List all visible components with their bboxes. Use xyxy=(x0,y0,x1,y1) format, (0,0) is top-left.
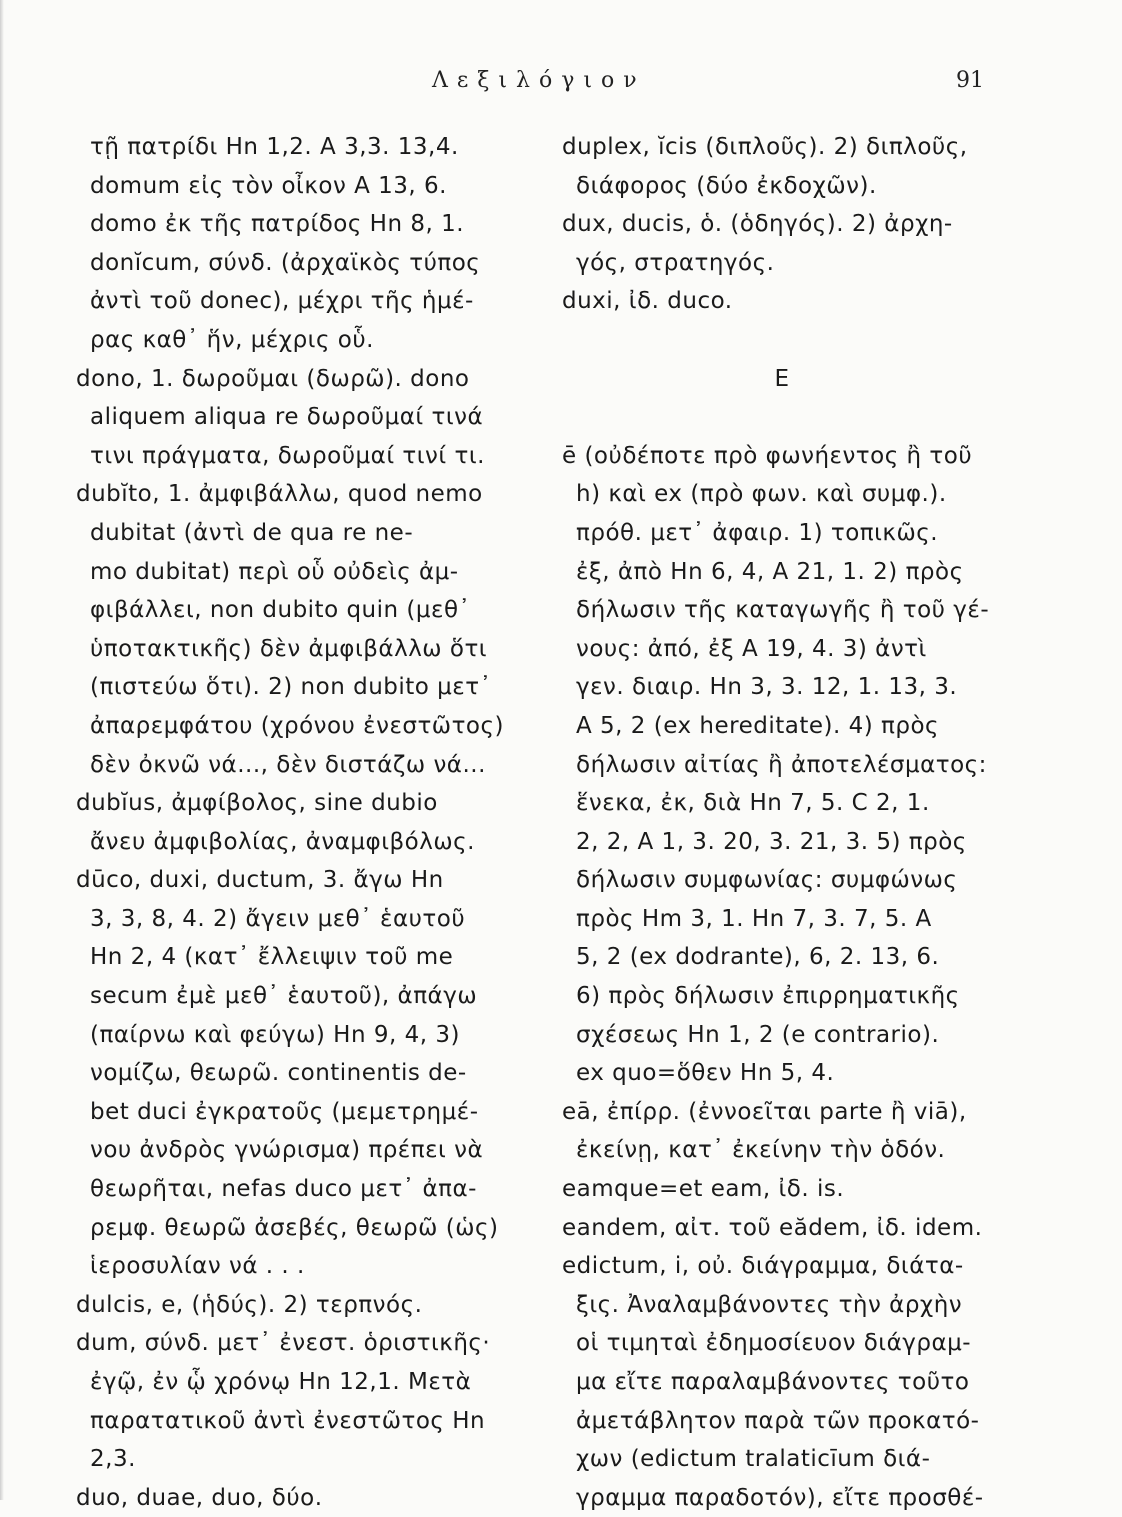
entry-line: domo ἐκ τῆς πατρίδος Hn 8, 1. xyxy=(90,211,465,238)
entry-line: dūco, duxi, ductum, 3. ἄγω Hn xyxy=(76,867,444,894)
entry-line xyxy=(562,321,1002,360)
entry-line: domum εἰς τὸν οἶκον A 13, 6. xyxy=(90,172,447,199)
entry-line: 6) πρὸς δήλωσιν ἐπιρρηματικῆς xyxy=(576,983,960,1010)
entry-line: mo dubitat) περὶ οὗ οὐδεὶς ἀμ- xyxy=(90,558,459,585)
entry-line: edictum, i, οὐ. διάγραμμα, διάτα- xyxy=(562,1253,964,1280)
entry-line: 2, 2, A 1, 3. 20, 3. 21, 3. 5) πρὸς xyxy=(576,828,967,855)
entry-line: Hn 2, 4 (κατ᾿ ἔλλειψιν τοῦ me xyxy=(90,944,454,971)
entry-line: A 5, 2 (ex hereditate). 4) πρὸς xyxy=(576,712,940,739)
entry-line: ὑποτακτικῆς) δὲν ἀμφιβάλλω ὅτι xyxy=(90,635,488,662)
entry-line: παρατατικοῦ ἀντὶ ἐνεστῶτος Hn xyxy=(90,1407,486,1434)
entry-line: χων (edictum tralaticīum διά- xyxy=(576,1446,931,1473)
entry-line: ἐξ, ἀπὸ Hn 6, 4, A 21, 1. 2) πρὸς xyxy=(576,558,964,585)
entry-line: ἐκείνῃ, κατ᾿ ἐκείνην τὴν ὁδόν. xyxy=(576,1137,946,1164)
entry-line: τινι πράγματα, δωροῦμαί τινί τι. xyxy=(90,442,485,469)
entry-line: διάφορος (δύο ἐκδοχῶν). xyxy=(576,172,877,199)
entry-line: secum ἐμὲ μεθ᾿ ἑαυτοῦ), ἀπάγω xyxy=(90,983,478,1010)
entry-line: νομίζω, θεωρῶ. continentis de- xyxy=(90,1060,467,1087)
section-letter: E xyxy=(774,365,790,392)
entry-line: ἱεροσυλίαν νά . . . xyxy=(90,1253,305,1280)
entry-line: ἕνεκα, ἐκ, διὰ Hn 7, 5. C 2, 1. xyxy=(576,790,930,817)
entry-line: (παίρνω καὶ φεύγω) Hn 9, 4, 3) xyxy=(90,1021,460,1048)
entry-line: οἱ τιμηταὶ ἐδημοσίευον διάγραμ- xyxy=(576,1330,972,1357)
entry-line: δήλωσιν τῆς καταγωγῆς ἢ τοῦ γέ- xyxy=(576,597,990,624)
entry-line: aliquem aliqua re δωροῦμαί τινά xyxy=(90,404,484,431)
page-number: 91 xyxy=(956,68,984,93)
entry-line: γεν. διαιρ. Hn 3, 3. 12, 1. 13, 3. xyxy=(576,674,958,701)
entry-line: eamque=et eam, ἰδ. is. xyxy=(562,1176,845,1203)
entry-line: dono, 1. δωροῦμαι (δωρῶ). dono xyxy=(76,365,470,392)
entry-line: ἀμετάβλητον παρὰ τῶν προκατό- xyxy=(576,1407,980,1434)
entry-line: duo, duae, duo, δύο. xyxy=(76,1484,323,1511)
entry-line xyxy=(562,398,1002,437)
entry-line: h) καὶ ex (πρὸ φων. καὶ συμφ.). xyxy=(576,481,947,508)
entry-line: bet duci ἐγκρατοῦς (μεμετρημέ- xyxy=(90,1098,479,1125)
entry-line: dubĭto, 1. ἀμφιβάλλω, quod nemo xyxy=(76,481,483,508)
entry-line: donĭcum, σύνδ. (ἀρχαϊκὸς τύπος xyxy=(90,249,481,276)
entry-line: dulcis, e, (ἡδύς). 2) τερπνός. xyxy=(76,1291,423,1318)
entry-line: ē (οὐδέποτε πρὸ φωνήεντος ἢ τοῦ xyxy=(562,442,973,469)
left-column xyxy=(76,128,536,1517)
entry-line: νου ἀνδρὸς γνώρισμα) πρέπει νὰ xyxy=(90,1137,484,1164)
running-title: Λεξιλόγιον xyxy=(432,68,646,93)
entry-line: δήλωσιν συμφωνίας: συμφώνως xyxy=(576,867,958,894)
entry-line: (πιστεύω ὅτι). 2) non dubito μετ᾿ xyxy=(90,674,492,701)
entry-line: 2,3. xyxy=(90,1446,136,1473)
entry-line: δήλωσιν αἰτίας ἢ ἀποτελέσματος: xyxy=(576,751,987,778)
right-column xyxy=(562,128,1002,1517)
page-header xyxy=(0,68,1122,100)
entry-line: δὲν ὀκνῶ νά..., δὲν διστάζω νά... xyxy=(90,751,486,778)
entry-line: dubĭus, ἀμφίβολος, sine dubio xyxy=(76,790,438,817)
entry-line: ρεμφ. θεωρῶ ἀσεβές, θεωρῶ (ὡς) xyxy=(90,1214,499,1241)
entry-line: duplex, ĭcis (διπλοῦς). 2) διπλοῦς, xyxy=(562,134,968,160)
entry-line: ἐγῷ, ἐν ᾧ χρόνῳ Hn 12,1. Μετὰ xyxy=(90,1369,472,1395)
entry-line: ἀντὶ τοῦ donec), μέχρι τῆς ἡμέ- xyxy=(90,288,474,315)
entry-line: θεωρῆται, nefas duco μετ᾿ ἀπα- xyxy=(90,1176,477,1203)
page-edge-shadow xyxy=(0,0,4,1500)
entry-line: duxi, ἰδ. duco. xyxy=(562,288,733,315)
entry-line: 5, 2 (ex dodrante), 6, 2. 13, 6. xyxy=(576,944,940,971)
entry-line: dux, ducis, ὁ. (ὁδηγός). 2) ἀρχη- xyxy=(562,211,953,238)
entry-line: γραμμα παραδοτόν), εἴτε προσθέ- xyxy=(576,1484,984,1511)
entry-line: dubitat (ἀντὶ de qua re ne- xyxy=(90,519,414,546)
entry-line: ξις. Ἀναλαμβάνοντες τὴν ἀρχὴν xyxy=(576,1291,963,1318)
entry-line: γός, στρατηγός. xyxy=(576,249,775,276)
entry-line: σχέσεως Hn 1, 2 (e contrario). xyxy=(576,1021,940,1048)
entry-line: ἀπαρεμφάτου (χρόνου ἐνεστῶτος) xyxy=(90,712,504,739)
entry-line: φιβάλλει, non dubito quin (μεθ᾿ xyxy=(90,597,471,624)
entry-line: ἄνευ ἀμφιβολίας, ἀναμφιβόλως. xyxy=(90,828,475,855)
entry-line: eā, ἐπίρρ. (ἐννοεῖται parte ἢ viā), xyxy=(562,1098,967,1125)
entry-line: πρὸς Hm 3, 1. Hn 7, 3. 7, 5. A xyxy=(576,905,932,932)
entry-line: ex quo=ὅθεν Hn 5, 4. xyxy=(576,1060,835,1087)
entry-line: dum, σύνδ. μετ᾿ ἐνεστ. ὁριστικῆς· xyxy=(76,1330,491,1357)
entry-line: πρόθ. μετ᾿ ἀφαιρ. 1) τοπικῶς. xyxy=(576,519,939,546)
entry-line: ρας καθ᾿ ἥν, μέχρις οὗ. xyxy=(90,326,374,353)
entry-line: νους: ἀπό, ἐξ A 19, 4. 3) ἀντὶ xyxy=(576,635,927,662)
entry-line: μα εἴτε παραλαμβάνοντες τοῦτο xyxy=(576,1369,970,1395)
entry-line: eandem, αἰτ. τοῦ eădem, ἰδ. idem. xyxy=(562,1214,983,1241)
entry-line: τῇ πατρίδι Hn 1,2. A 3,3. 13,4. xyxy=(90,134,459,160)
entry-line: 3, 3, 8, 4. 2) ἄγειν μεθ᾿ ἑαυτοῦ xyxy=(90,905,466,932)
